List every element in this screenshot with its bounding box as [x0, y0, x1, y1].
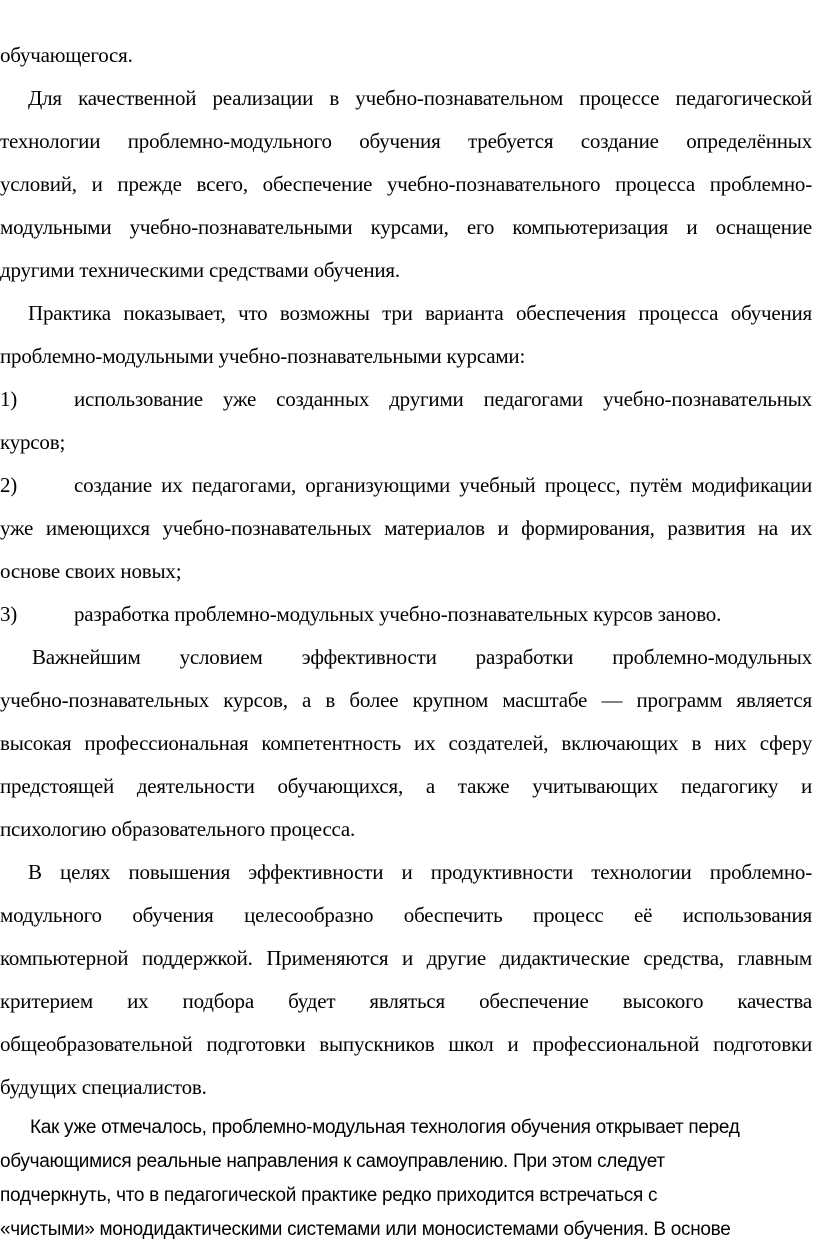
- text-line: проблемно-модульными учебно-познавательными курсами:: [0, 344, 526, 368]
- text-line: другими техническими средствами обучения.: [0, 258, 400, 282]
- text-line: предстоящей деятельности обучающихся, а также учитывающих педагогику и: [0, 774, 812, 798]
- text-line: обучающегося.: [0, 43, 133, 67]
- list-item-continuation: курсов;: [0, 430, 66, 454]
- list-number: 2): [0, 473, 18, 497]
- list-number: 3): [0, 602, 18, 626]
- list-item-text: разработка проблемно-модульных учебно-познавательных курсов заново.: [74, 602, 722, 626]
- text-line: Практика показывает, что возможны три варианта обеспечения процесса обучения: [28, 301, 812, 325]
- paragraph-fragment: [0, 45, 812, 66]
- list-item-text: использование уже созданных другими педагогами учебно-познавательных: [74, 387, 812, 411]
- list-item-continuation: основе своих новых;: [0, 559, 182, 583]
- text-line: Для качественной реализации в учебно-познавательном процессе педагогической: [28, 86, 812, 110]
- text-line: технологии проблемно-модульного обучения требуется создание определённых: [0, 129, 812, 153]
- text-line: будущих специалистов.: [0, 1075, 207, 1099]
- text-line: критерием их подбора будет являться обеспечение высокого качества: [0, 989, 812, 1013]
- text-line: Важнейшим условием эффективности разработки проблемно-модульных: [32, 645, 812, 669]
- list-item-text: создание их педагогами, организующими учебный процесс, путём модификации: [74, 473, 812, 497]
- text-line: условий, и прежде всего, обеспечение учебно-познавательного процесса проблемно-: [0, 172, 812, 196]
- text-line: подчеркнуть, что в педагогической практике редко приходится встречаться с: [0, 1185, 658, 1206]
- text-line: высокая профессиональная компетентность их создателей, включающих в них сферу: [0, 731, 812, 755]
- text-line: общеобразовательной подготовки выпускников школ и профессиональной подготовки: [0, 1032, 812, 1056]
- text-line: модульными учебно-познавательными курсами, его компьютеризация и оснащение: [0, 215, 812, 239]
- text-line: модульного обучения целесообразно обеспечить процесс её использования: [0, 903, 812, 927]
- text-line: Как уже отмечалось, проблемно-модульная технология обучения открывает перед: [30, 1117, 740, 1138]
- text-line: «чистыми» монодидактическими системами или моносистемами обучения. В основе: [0, 1219, 731, 1240]
- text-line: В целях повышения эффективности и продуктивности технологии проблемно-: [28, 860, 812, 884]
- text-line: компьютерной поддержкой. Применяются и другие дидактические средства, главным: [0, 946, 812, 970]
- list-number: 1): [0, 387, 18, 411]
- list-item-continuation: уже имеющихся учебно-познавательных материалов и формирования, развития на их: [0, 516, 812, 540]
- text-line: психологию образовательного процесса.: [0, 817, 356, 841]
- text-line: обучающимися реальные направления к самоуправлению. При этом следует: [0, 1151, 665, 1172]
- text-line: учебно-познавательных курсов, а в более крупном масштабе — программ является: [0, 688, 812, 712]
